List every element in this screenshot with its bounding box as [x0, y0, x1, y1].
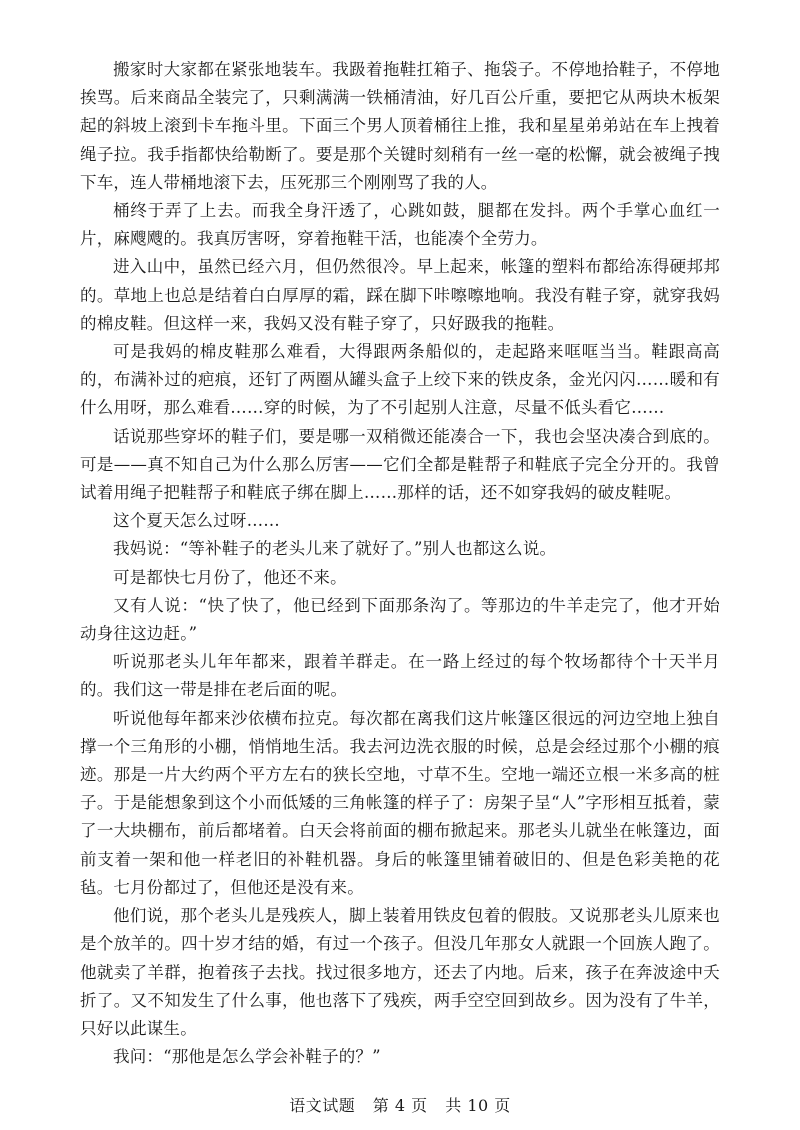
paragraph-6: 这个夏天怎么过呀……: [113, 511, 280, 531]
paragraph-9: 又有人说：“快了快了，他已经到下面那条沟了。等那边的牛羊走完了，他才开始动身往这边赶。”: [80, 595, 720, 644]
paragraph-4: 可是我妈的棉皮鞋那么难看，大得跟两条船似的，走起路来哐哐当当。鞋跟高高的，布满补过的疤痕，还钉了两圈从罐头盒子上绞下来的铁皮条，金光闪闪……暖和有什么用呀，那么难看……穿的时候，为了不引起别人注意，尽量不低头看它……: [80, 342, 720, 418]
paragraph-3: 进入山中，虽然已经六月，但仍然很冷。早上起来，帐篷的塑料布都给冻得硬邦邦的。草地上也总是结着白白厚厚的霜，踩在脚下咔嚓嚓地响。我没有鞋子穿，就穿我妈的棉皮鞋。但这样一来，我妈又没有鞋子穿了，只好趿我的拖鞋。: [80, 257, 720, 333]
paragraph-7: 我妈说：“等补鞋子的老头儿来了就好了。”别人也都这么说。: [113, 539, 557, 559]
paragraph-1: 搬家时大家都在紧张地装车。我趿着拖鞋扛箱子、拖袋子。不停地拾鞋子，不停地挨骂。后来商品全装完了，只剩满满一铁桶清油，好几百公斤重，要把它从两块木板架起的斜坡上滚到卡车拖斗里。下面三个男人顶着桶往上推，我和星星弟弟站在车上拽着绳子拉。我手指都快给勒断了。要是那个关键时刻稍有一丝一毫的松懈，就会被绳子拽下车，连人带桶地滚下去，压死那三个刚刚骂了我的人。: [80, 60, 720, 192]
paragraph-8: 可是都快七月份了，他还不来。: [113, 567, 347, 587]
paragraph-12: 他们说，那个老头儿是残疾人，脚上装着用铁皮包着的假肢。又说那老头儿原来也是个放羊的。四十岁才结的婚，有过一个孩子。但没几年那女人就跟一个回族人跑了。他就卖了羊群，抱着孩子去找。找过很多地方，还去了内地。后来，孩子在奔波途中夭折了。又不知发生了什么事，他也落下了残疾，两手空空回到故乡。因为没有了牛羊，只好以此谋生。: [80, 906, 720, 1038]
footer-subject: 语文试题: [289, 1096, 356, 1115]
paragraph-10: 听说那老头儿年年都来，跟着羊群走。在一路上经过的每个牧场都待个十天半月的。我们这一带是排在老后面的呢。: [80, 652, 720, 700]
paragraph-2: 桶终于弄了上去。而我全身汗透了，心跳如鼓，腿都在发抖。两个手掌心血红一片，麻飕飕的。我真厉害呀，穿着拖鞋干活，也能凑个全劳力。: [80, 201, 720, 249]
paragraph-13: 我问：“那他是怎么学会补鞋子的？”: [113, 1047, 381, 1067]
paragraph-11: 听说他每年都来沙依横布拉克。每次都在离我们这片帐篷区很远的河边空地上独自撑一个三角形的小棚，悄悄地生活。我去河边洗衣服的时候，总是会经过那个小棚的痕迹。那是一片大约两个平方左右的狭长空地，寸草不生。空地一端还立根一米多高的桩子。于是能想象到这个小而低矮的三角帐篷的样子了：房架子呈“人”字形相互抵着，蒙了一大块棚布，前后都堵着。白天会将前面的棚布掀起来。那老头儿就坐在帐篷边，面前支着一架和他一样老旧的补鞋机器。身后的帐篷里铺着破旧的、但是色彩美艳的花毡。七月份都过了，但他还是没有来。: [80, 708, 720, 897]
paragraph-5: 话说那些穿坏的鞋子们，要是哪一双稍微还能凑合一下，我也会坚决凑合到底的。可是——真不知自己为什么那么厉害——它们全都是鞋帮子和鞋底子完全分开的。我曾试着用绳子把鞋帮子和鞋底子绑在脚上……那样的话，还不如穿我妈的破皮鞋呢。: [80, 426, 720, 503]
page-footer: [0, 1093, 800, 1116]
footer-total-pages: 共 10 页: [445, 1096, 511, 1115]
footer-page-number: 第 4 页: [372, 1096, 428, 1115]
article-body: [80, 56, 720, 1071]
